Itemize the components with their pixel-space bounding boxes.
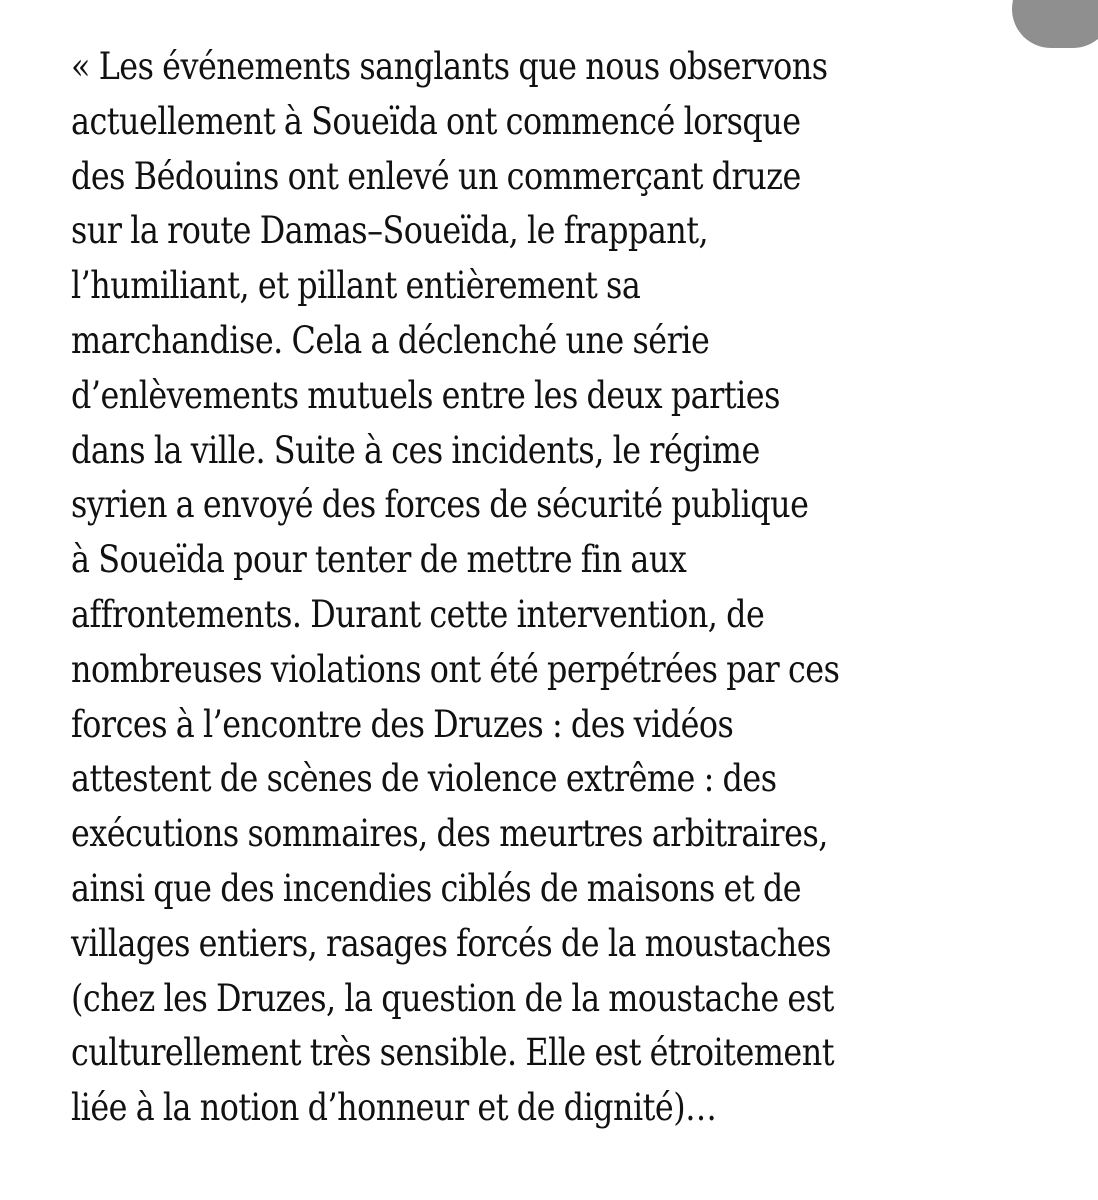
- text-line: à Soueïda pour tenter de mettre fin aux: [71, 538, 687, 582]
- text-line: syrien a envoyé des forces de sécurité publique: [71, 483, 809, 527]
- text-line: villages entiers, rasages forcés de la moustaches: [71, 921, 831, 965]
- text-line: dans la ville. Suite à ces incidents, le régime: [71, 428, 760, 472]
- text-line: liée à la notion d’honneur et de dignité)…: [71, 1086, 717, 1130]
- quote-paragraph: [71, 40, 931, 1136]
- text-line: des Bédouins ont enlevé un commerçant druze: [71, 154, 801, 198]
- text-line: (chez les Druzes, la question de la moustache est: [71, 976, 834, 1020]
- text-line: nombreuses violations ont été perpétrées par ces: [71, 647, 840, 691]
- text-line: forces à l’encontre des Druzes : des vidéos: [71, 702, 734, 746]
- text-line: sur la route Damas–Soueïda, le frappant,: [71, 209, 709, 253]
- text-line: « Les événements sanglants que nous observons: [71, 45, 828, 88]
- scroll-thumb[interactable]: [1012, 0, 1098, 48]
- text-line: affrontements. Durant cette intervention, de: [71, 592, 765, 636]
- text-line: ainsi que des incendies ciblés de maisons et de: [71, 866, 802, 910]
- text-line: actuellement à Soueïda ont commencé lorsque: [71, 99, 801, 143]
- text-line: d’enlèvements mutuels entre les deux parties: [71, 373, 780, 417]
- text-line: exécutions sommaires, des meurtres arbitraires,: [71, 812, 828, 856]
- text-line: attestent de scènes de violence extrême : des: [71, 757, 777, 801]
- text-line: culturellement très sensible. Elle est étroitement: [71, 1031, 834, 1075]
- text-line: marchandise. Cela a déclenché une série: [71, 318, 710, 362]
- text-line: l’humiliant, et pillant entièrement sa: [71, 264, 641, 308]
